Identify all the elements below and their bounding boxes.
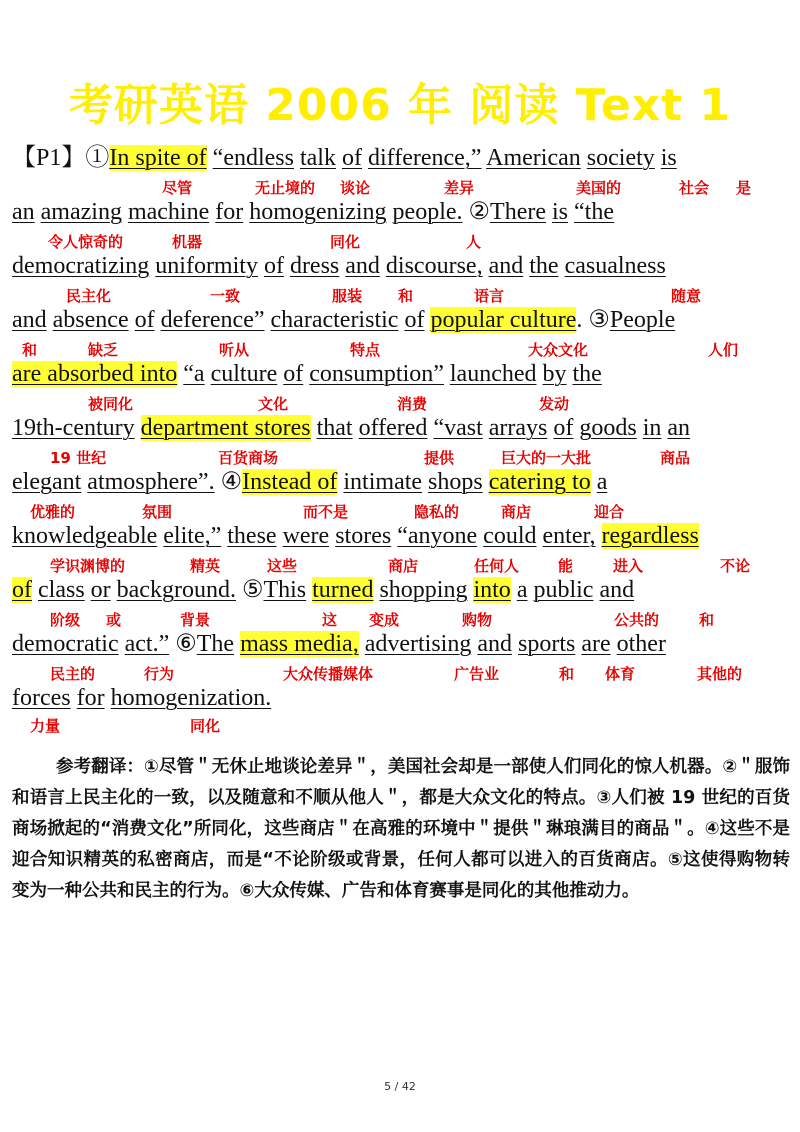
passage-word: This xyxy=(263,577,307,603)
chinese-gloss: 美国的 xyxy=(576,179,622,197)
passage-word: by xyxy=(542,361,567,387)
passage-line xyxy=(12,575,634,605)
passage-word: and xyxy=(477,631,512,657)
chinese-gloss: 人们 xyxy=(708,341,739,359)
chinese-gloss: 差异 xyxy=(444,179,475,197)
gloss-line xyxy=(0,716,800,738)
highlighted-phrase: catering to xyxy=(488,469,591,495)
passage-line xyxy=(12,521,699,551)
chinese-gloss: 这 xyxy=(322,611,338,629)
passage-word: knowledgeable xyxy=(12,523,158,549)
passage-word: casualness xyxy=(564,253,666,279)
highlighted-phrase: into xyxy=(473,577,511,603)
chinese-gloss: 提供 xyxy=(424,449,455,467)
chinese-gloss: 听从 xyxy=(219,341,250,359)
chinese-gloss: 商店 xyxy=(501,503,532,521)
chinese-gloss: 能 xyxy=(558,557,574,575)
chinese-gloss: 商品 xyxy=(660,449,691,467)
passage-word: sports xyxy=(518,631,576,657)
passage-word: of xyxy=(341,145,362,171)
passage-word: act.” xyxy=(124,631,170,657)
passage-word: culture xyxy=(210,361,278,387)
passage-word: these xyxy=(227,523,277,549)
passage-word: American xyxy=(486,145,581,171)
passage-word: launched xyxy=(449,361,537,387)
passage-word: society xyxy=(586,145,655,171)
passage-line xyxy=(12,413,690,443)
passage-line xyxy=(12,251,666,281)
passage-word: a xyxy=(596,469,608,495)
passage-word: “endless xyxy=(212,145,294,171)
passage-word: people. xyxy=(392,199,463,225)
chinese-gloss: 机器 xyxy=(172,233,203,251)
passage-word: People xyxy=(609,307,676,333)
chinese-gloss: 缺乏 xyxy=(88,341,119,359)
passage-word: There xyxy=(490,199,547,225)
chinese-gloss: 任何人 xyxy=(474,557,520,575)
passage-word: is xyxy=(660,145,677,171)
passage-word: 19th-century xyxy=(12,415,135,441)
chinese-gloss: 或 xyxy=(106,611,122,629)
passage-word: goods xyxy=(579,415,637,441)
chinese-gloss: 19 世纪 xyxy=(50,449,107,467)
passage-text: ② xyxy=(462,199,491,225)
chinese-gloss: 和 xyxy=(22,341,38,359)
passage-word: difference,” xyxy=(367,145,482,171)
passage-word: the xyxy=(529,253,559,279)
passage-word: a xyxy=(516,577,528,603)
chinese-gloss: 优雅的 xyxy=(30,503,76,521)
passage-word: democratizing xyxy=(12,253,150,279)
chinese-gloss: 随意 xyxy=(671,287,702,305)
passage-line xyxy=(12,305,675,335)
passage-word: advertising xyxy=(364,631,472,657)
passage-word: homogenization. xyxy=(110,685,272,711)
passage-word: “a xyxy=(183,361,205,387)
passage-word: machine xyxy=(127,199,210,225)
passage-text xyxy=(135,415,141,441)
chinese-gloss: 语言 xyxy=(474,287,505,305)
page-number: 5 / 42 xyxy=(384,1080,416,1093)
passage-word: other xyxy=(616,631,666,657)
page-title: 考研英语 2006 年 阅读 Text 1 xyxy=(68,80,732,131)
passage-word: talk xyxy=(299,145,336,171)
passage-word: atmosphere”. xyxy=(87,469,215,495)
passage-line xyxy=(12,197,614,227)
passage-word: discourse, xyxy=(385,253,483,279)
chinese-gloss: 而不是 xyxy=(303,503,349,521)
chinese-gloss: 购物 xyxy=(462,611,493,629)
chinese-gloss: 人 xyxy=(466,233,482,251)
passage-word: “vast xyxy=(433,415,483,441)
chinese-gloss: 文化 xyxy=(258,395,289,413)
chinese-gloss: 消费 xyxy=(397,395,428,413)
passage-word: and xyxy=(599,577,635,603)
chinese-gloss: 学识渊博的 xyxy=(50,557,126,575)
chinese-gloss: 进入 xyxy=(613,557,644,575)
passage-word: shops xyxy=(428,469,483,495)
passage-word: and xyxy=(345,253,380,279)
passage-word: an xyxy=(667,415,691,441)
chinese-gloss: 无止境的 xyxy=(255,179,316,197)
passage-word: is xyxy=(552,199,569,225)
chinese-gloss: 发动 xyxy=(539,395,570,413)
passage-line xyxy=(12,467,607,497)
passage-word: elegant xyxy=(12,469,82,495)
passage-word: democratic xyxy=(12,631,119,657)
chinese-gloss: 公共的 xyxy=(614,611,660,629)
passage-word: The xyxy=(196,631,235,657)
highlighted-phrase: of xyxy=(12,577,32,603)
passage-word: stores xyxy=(335,523,392,549)
passage-word: background. xyxy=(116,577,236,603)
chinese-gloss: 和 xyxy=(699,611,715,629)
chinese-gloss: 同化 xyxy=(190,717,221,735)
chinese-gloss: 和 xyxy=(559,665,575,683)
chinese-gloss: 体育 xyxy=(605,665,636,683)
passage-text: . ③ xyxy=(576,307,610,333)
passage-word: an xyxy=(12,199,35,225)
passage-text: ⑤ xyxy=(235,577,264,603)
passage-word: were xyxy=(282,523,330,549)
chinese-gloss: 民主化 xyxy=(66,287,112,305)
passage-word: “anyone xyxy=(397,523,478,549)
highlighted-phrase: In spite of xyxy=(109,145,207,171)
chinese-gloss: 是 xyxy=(736,179,752,197)
chinese-gloss: 谈论 xyxy=(340,179,371,197)
passage-word: of xyxy=(404,307,425,333)
chinese-gloss: 不论 xyxy=(720,557,751,575)
chinese-gloss: 一致 xyxy=(210,287,241,305)
passage-text: ① xyxy=(85,145,110,171)
passage-word: or xyxy=(90,577,111,603)
passage-word: class xyxy=(38,577,85,603)
chinese-gloss: 和 xyxy=(398,287,414,305)
passage-word: characteristic xyxy=(270,307,399,333)
chinese-gloss: 力量 xyxy=(30,717,61,735)
passage-word: of xyxy=(283,361,304,387)
passage-word: of xyxy=(553,415,574,441)
chinese-gloss: 大众文化 xyxy=(528,341,589,359)
chinese-gloss: 迎合 xyxy=(594,503,625,521)
passage-text: 【P1】 xyxy=(12,145,86,171)
highlighted-phrase: regardless xyxy=(601,523,699,549)
chinese-gloss: 阶级 xyxy=(50,611,81,629)
chinese-gloss: 同化 xyxy=(330,233,361,251)
passage-word: and xyxy=(488,253,524,279)
passage-word: shopping xyxy=(379,577,468,603)
highlighted-phrase: mass media, xyxy=(240,631,359,657)
chinese-gloss: 尽管 xyxy=(162,179,193,197)
chinese-gloss: 民主的 xyxy=(50,665,96,683)
highlighted-phrase: are absorbed into xyxy=(12,361,178,387)
passage-line xyxy=(12,359,602,389)
passage-word: consumption” xyxy=(309,361,444,387)
chinese-gloss: 百货商场 xyxy=(218,449,279,467)
highlighted-phrase: turned xyxy=(312,577,374,603)
chinese-gloss: 其他的 xyxy=(697,665,743,683)
passage-word: for xyxy=(215,199,244,225)
passage-word: amazing xyxy=(40,199,122,225)
chinese-gloss: 广告业 xyxy=(454,665,500,683)
highlighted-phrase: popular culture xyxy=(430,307,577,333)
chinese-gloss: 服装 xyxy=(332,287,363,305)
chinese-gloss: 背景 xyxy=(180,611,211,629)
passage-word: elite,” xyxy=(163,523,222,549)
passage-word: for xyxy=(76,685,105,711)
passage-word: intimate xyxy=(343,469,423,495)
passage-text: ④ xyxy=(214,469,243,495)
passage-word: arrays xyxy=(488,415,548,441)
chinese-gloss: 社会 xyxy=(679,179,710,197)
chinese-gloss: 隐私的 xyxy=(414,503,460,521)
passage-word: in xyxy=(642,415,662,441)
chinese-gloss: 特点 xyxy=(350,341,381,359)
passage-word: of xyxy=(263,253,284,279)
passage-word: that xyxy=(316,415,353,441)
passage-word: offered xyxy=(358,415,428,441)
chinese-gloss: 令人惊奇的 xyxy=(48,233,124,251)
chinese-gloss: 变成 xyxy=(369,611,400,629)
chinese-gloss: 巨大的一大批 xyxy=(501,449,592,467)
chinese-gloss: 精英 xyxy=(190,557,221,575)
passage-word: “the xyxy=(574,199,615,225)
passage-word: and xyxy=(12,307,47,333)
passage-line xyxy=(12,683,271,713)
passage-word: homogenizing xyxy=(249,199,387,225)
passage-word: public xyxy=(533,577,594,603)
passage-text: ⑥ xyxy=(169,631,197,657)
passage-text xyxy=(483,469,489,495)
passage-line xyxy=(12,629,666,659)
passage-word: forces xyxy=(12,685,71,711)
passage-word: absence xyxy=(52,307,129,333)
chinese-gloss: 这些 xyxy=(267,557,298,575)
passage-word: the xyxy=(572,361,602,387)
passage-word: enter, xyxy=(542,523,596,549)
passage-line xyxy=(12,143,677,173)
passage-word: are xyxy=(581,631,611,657)
passage-word: of xyxy=(134,307,155,333)
passage-word: deference” xyxy=(160,307,265,333)
passage-text xyxy=(596,523,602,549)
highlighted-phrase: Instead of xyxy=(242,469,338,495)
chinese-gloss: 氛围 xyxy=(142,503,173,521)
reference-translation: 参考翻译：①尽管＂无休止地谈论差异＂，美国社会却是一部使人们同化的惊人机器。②＂服饰和语言上民主化的一致，以及随意和不顺从他人＂，都是大众文化的特点。③人们被 19 世纪的百货商场掀起的“消费文化”所同化，这些商店＂在高雅的环境中＂提供＂琳琅满目的商品＂。④这些不是迎合知识精英的私密商店，而是“不论阶级或背景，任何人都可以进入的百货商店。⑤这使得购物转变为一种公共和民主的行为。⑥大众传媒、广告和体育赛事是同化的其他推动力。 xyxy=(12,757,790,901)
passage-word: could xyxy=(483,523,537,549)
chinese-gloss: 商店 xyxy=(388,557,419,575)
highlighted-phrase: department stores xyxy=(140,415,311,441)
passage-word: dress xyxy=(289,253,340,279)
chinese-gloss: 被同化 xyxy=(88,395,134,413)
chinese-gloss: 行为 xyxy=(144,665,175,683)
passage-word: uniformity xyxy=(155,253,258,279)
chinese-gloss: 大众传播媒体 xyxy=(283,665,374,683)
